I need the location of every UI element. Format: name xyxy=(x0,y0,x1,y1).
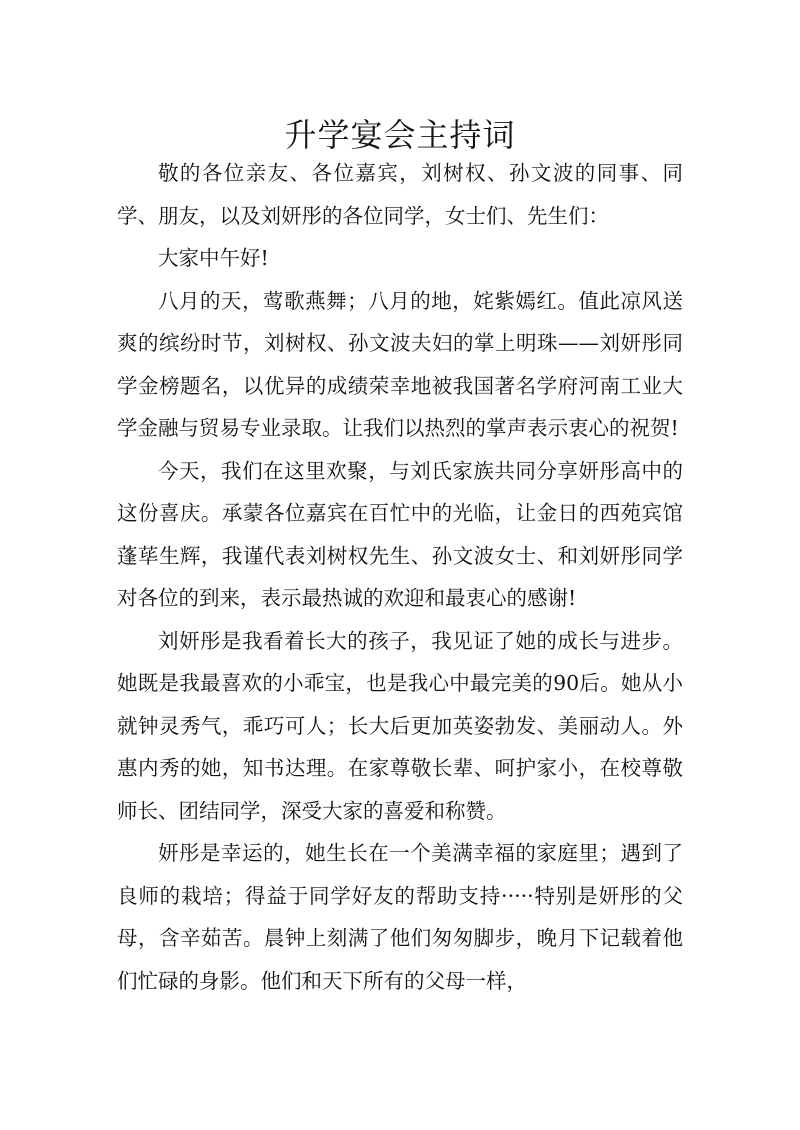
paragraph-growth: 刘妍彤是我看着长大的孩子，我见证了她的成长与进步。她既是我最喜欢的小乖宝，也是我心中最完美的90后。她从小就钟灵秀气，乖巧可人；长大后更加英姿勃发、美丽动人。外惠内秀的她，知书达理。在家尊敬长辈、呵护家小，在校尊敬师长、团结同学，深受大家的喜爱和称赞。 xyxy=(117,628,683,823)
paragraph-noon-greeting: 大家中午好! xyxy=(158,246,269,270)
paragraph-parents: 妍彤是幸运的，她生长在一个美满幸福的家庭里；遇到了良师的栽培；得益于同学好友的帮助支持·····特别是妍彤的父母，含辛茹苦。晨钟上刻满了他们匆匆脚步，晚月下记载着他们忙碌的身影。他们和天下所有的父母一样， xyxy=(117,841,683,993)
paragraph-greeting: 敬的各位亲友、各位嘉宾，刘树权、孙文波的同事、同学、朋友，以及刘妍彤的各位同学，女士们、先生们： xyxy=(117,161,683,228)
document-body xyxy=(117,152,683,1002)
paragraph-welcome: 今天，我们在这里欢聚，与刘氏家族共同分享妍彤高中的这份喜庆。承蒙各位嘉宾在百忙中的光临，让金日的西苑宾馆蓬荜生辉，我谨代表刘树权先生、孙文波女士、和刘妍彤同学对各位的到来，表示最热诚的欢迎和最衷心的感谢! xyxy=(117,458,683,610)
document-title: 升学宴会主持词 xyxy=(284,116,516,155)
paragraph-congratulations: 八月的天，莺歌燕舞；八月的地，姹紫嫣红。值此凉风送爽的缤纷时节，刘树权、孙文波夫妇的掌上明珠——刘妍彤同学金榜题名，以优异的成绩荣幸地被我国著名学府河南工业大学金融与贸易专业录取。让我们以热烈的掌声表示衷心的祝贺! xyxy=(117,288,683,440)
